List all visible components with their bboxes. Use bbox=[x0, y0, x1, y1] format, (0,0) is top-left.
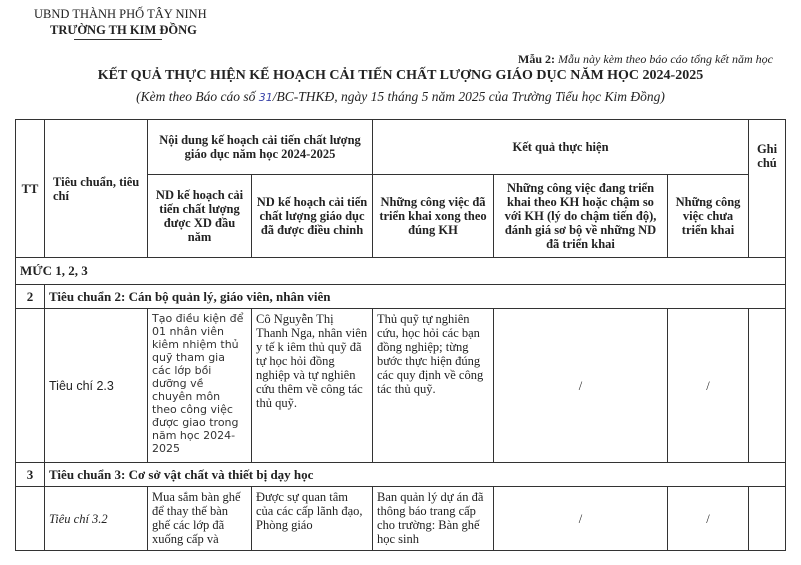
results-table bbox=[15, 119, 786, 551]
header-not-started: Những công việc chưa triển khai bbox=[668, 175, 749, 258]
document-title: KẾT QUẢ THỰC HIỆN KẾ HOẠCH CẢI TIẾN CHẤT LƯỢNG GIÁO DỤC NĂM HỌC 2024-2025 bbox=[97, 68, 704, 83]
plan-built-cell: Tạo điều kiện để 01 nhân viên kiêm nhiệm thủ quỹ tham gia các lớp bồi dưỡng về chuyên môn theo công việc được giao trong năm học 2024-2025 bbox=[148, 309, 252, 463]
row-tt bbox=[16, 487, 45, 551]
plan-adjusted-cell: Cô Nguyễn Thị Thanh Nga, nhân viên y tế k iêm thủ quỹ đã tự học hỏi đồng nghiệp và tự nghiên cứu thêm về công tác thủ quỹ. bbox=[252, 309, 373, 463]
not-started-cell: / bbox=[668, 309, 749, 463]
section-title: Tiêu chuẩn 2: Cán bộ quản lý, giáo viên, nhân viên bbox=[45, 285, 786, 309]
done-cell: Thủ quỹ tự nghiên cứu, học hỏi các bạn đồng nghiệp; từng bước thực hiện đúng các quy định về công tác thủ quỹ. bbox=[373, 309, 494, 463]
section-tt: 2 bbox=[16, 285, 45, 309]
not-started-cell: / bbox=[668, 487, 749, 551]
school-name: TRƯỜNG TH KIM ĐỒNG bbox=[50, 23, 197, 37]
issuing-authority: UBND THÀNH PHỐ TÂY NINH bbox=[34, 7, 207, 21]
report-number: 31 bbox=[258, 91, 273, 104]
section-tt: 3 bbox=[16, 463, 45, 487]
form-note bbox=[518, 52, 773, 67]
done-cell: Ban quản lý dự án đã thông báo trang cấp cho trường: Bàn ghế học sinh bbox=[373, 487, 494, 551]
subtitle-before: (Kèm theo Báo cáo số bbox=[136, 89, 259, 104]
plan-adjusted-cell: Được sự quan tâm của các cấp lãnh đạo, Phòng giáo bbox=[252, 487, 373, 551]
header-done: Những công việc đã triển khai xong theo đúng KH bbox=[373, 175, 494, 258]
row-tt bbox=[16, 309, 45, 463]
document-subtitle bbox=[0, 89, 801, 105]
header-plan-adjusted: ND kế hoạch cải tiến chất lượng giáo dục đã được điều chỉnh bbox=[252, 175, 373, 258]
subtitle-after: /BC-THKĐ, ngày 15 tháng 5 năm 2025 của Trường Tiểu học Kim Đồng) bbox=[272, 89, 665, 104]
criterion-cell: Tiêu chí 3.2 bbox=[45, 487, 148, 551]
header-criteria: Tiêu chuẩn, tiêu chí bbox=[45, 120, 148, 258]
plan-built-cell: Mua sắm bàn ghế để thay thế bàn ghế các lớp đã xuống cấp và bbox=[148, 487, 252, 551]
section-title: Tiêu chuẩn 3: Cơ sở vật chất và thiết bị dạy học bbox=[45, 463, 786, 487]
header-note: Ghi chú bbox=[749, 120, 786, 258]
header-in-progress: Những công việc đang triển khai theo KH hoặc chậm so với KH (lý do chậm tiến độ), đánh giá sơ bộ về những ND đã triển khai bbox=[494, 175, 668, 258]
criterion-cell: Tiêu chí 2.3 bbox=[45, 309, 148, 463]
header-plan-built: ND kế hoạch cải tiến chất lượng được XD đầu năm bbox=[148, 175, 252, 258]
note-cell bbox=[749, 487, 786, 551]
form-note-label: Mẫu 2: bbox=[518, 52, 556, 66]
header-underline bbox=[74, 39, 162, 40]
level-row: MỨC 1, 2, 3 bbox=[16, 258, 786, 285]
header-result-group: Kết quả thực hiện bbox=[373, 120, 749, 175]
in-progress-cell: / bbox=[494, 309, 668, 463]
note-cell bbox=[749, 309, 786, 463]
form-note-text: Mẫu này kèm theo báo cáo tổng kết năm học bbox=[555, 52, 773, 66]
header-plan-group: Nội dung kế hoạch cải tiến chất lượng giáo dục năm học 2024-2025 bbox=[148, 120, 373, 175]
in-progress-cell: / bbox=[494, 487, 668, 551]
header-tt: TT bbox=[16, 120, 45, 258]
